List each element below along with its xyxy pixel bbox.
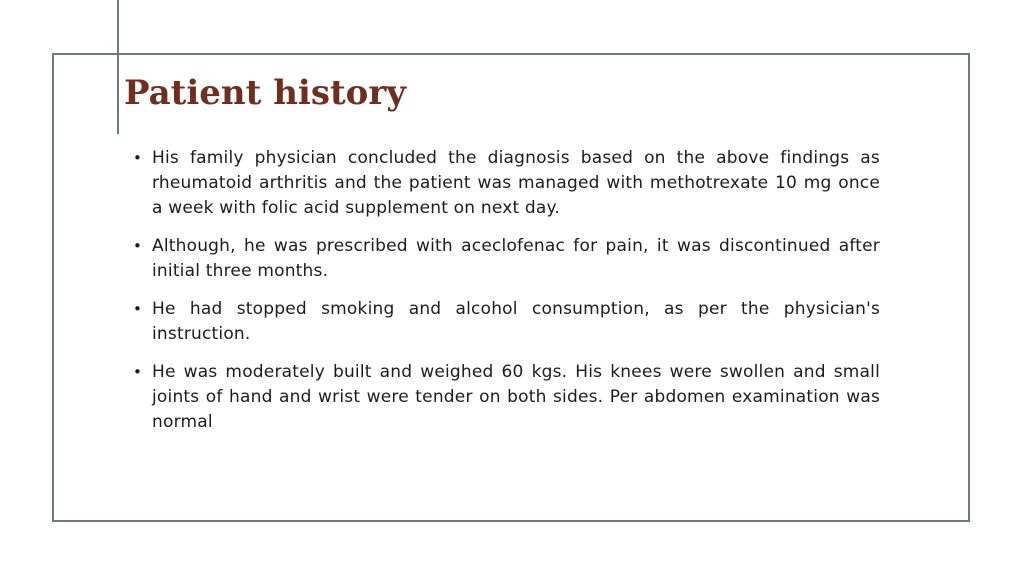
bullet-item (133, 360, 880, 435)
bullet-text: He had stopped smoking and alcohol consumption, as per the physician's instruction. (152, 299, 880, 344)
bullet-text: Although, he was prescribed with aceclofenac for pain, it was discontinued after initial three months. (152, 236, 880, 281)
bullet-icon: • (133, 149, 142, 167)
accent-line (117, 0, 119, 134)
bullet-icon: • (133, 300, 142, 318)
bullet-text: He was moderately built and weighed 60 kgs. His knees were swollen and small joints of hand and wrist were tender on both sides. Per abdomen examination was normal (152, 362, 880, 432)
bullet-item (133, 146, 880, 221)
bullet-list (133, 146, 880, 448)
bullet-item (133, 234, 880, 284)
bullet-icon: • (133, 237, 142, 255)
bullet-item (133, 297, 880, 347)
slide-title: Patient history (124, 73, 407, 113)
bullet-icon: • (133, 363, 142, 381)
bullet-text: His family physician concluded the diagnosis based on the above findings as rheumatoid arthritis and the patient was managed with methotrexate 10 mg once a week with folic acid supplement on next day. (152, 148, 880, 218)
content-frame (52, 53, 970, 522)
